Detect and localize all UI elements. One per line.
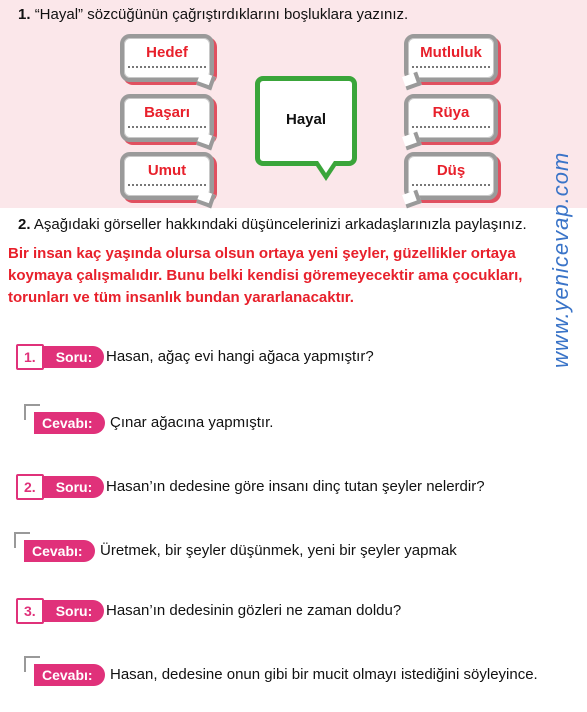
question-number-2: 2. bbox=[16, 474, 44, 500]
exercise1-number: 1. bbox=[18, 6, 31, 23]
cevap-label-2: Cevabı: bbox=[32, 543, 83, 559]
soru-label-2: Soru: bbox=[55, 479, 93, 495]
question-text-2: Hasan’ın dedesine göre insanı dinç tutan şeyler nelerdir? bbox=[106, 478, 485, 495]
exercise2-answer: Bir insan kaç yaşında olursa olsun ortaya yeni şeyler, güzellikler ortaya koymaya çalışmalıdır. Bunu belki kendisi göremeyecektir ama çocukları, torunları ve tüm insanlık bundan yararlanacaktır. bbox=[8, 245, 523, 306]
answer-text-3: Hasan, dedesine onun gibi bir mucit olmayı istediğini söyleyince. bbox=[110, 666, 538, 683]
soru-tag-3 bbox=[16, 600, 104, 622]
word-umut: Umut bbox=[147, 162, 187, 179]
center-word: Hayal bbox=[285, 111, 327, 128]
watermark: www.yenicevap.com bbox=[548, 151, 573, 368]
cevap-label-3: Cevabı: bbox=[42, 667, 93, 683]
soru-label-3: Soru: bbox=[55, 603, 93, 619]
word-bubble-right-3 bbox=[404, 152, 498, 200]
answer-text-1: Çınar ağacına yapmıştır. bbox=[110, 414, 274, 431]
word-ruya: Rüya bbox=[432, 104, 470, 121]
answer-text-2: Üretmek, bir şeyler düşünmek, yeni bir şeyler yapmak bbox=[100, 542, 457, 559]
word-basari: Başarı bbox=[144, 104, 190, 121]
exercise2-number: 2. bbox=[18, 216, 31, 233]
question-text-3: Hasan’ın dedesinin gözleri ne zaman doldu? bbox=[106, 602, 402, 619]
cevap-label-1: Cevabı: bbox=[42, 415, 93, 431]
question-number-3: 3. bbox=[16, 598, 44, 624]
cevap-tag-3 bbox=[34, 664, 105, 686]
exercise2-text: Aşağıdaki görseller hakkındaki düşüncelerinizi arkadaşlarınızla paylaşınız. bbox=[33, 216, 527, 233]
word-dus: Düş bbox=[436, 162, 466, 179]
soru-label-1: Soru: bbox=[55, 349, 93, 365]
cevap-tag-2 bbox=[24, 540, 95, 562]
center-bubble bbox=[255, 76, 357, 166]
word-hedef: Hedef bbox=[146, 44, 188, 61]
word-bubble-left-1 bbox=[120, 34, 214, 82]
word-bubble-left-2 bbox=[120, 94, 214, 142]
word-bubble-right-1 bbox=[404, 34, 498, 82]
word-bubble-left-3 bbox=[120, 152, 214, 200]
exercise2-title bbox=[18, 216, 527, 233]
word-mutluluk: Mutluluk bbox=[420, 44, 482, 61]
exercise1-text: “Hayal” sözcüğünün çağrıştırdıklarını boşluklara yazınız. bbox=[34, 6, 409, 23]
soru-tag-2 bbox=[16, 476, 104, 498]
cevap-tag-1 bbox=[34, 412, 105, 434]
exercise1-title bbox=[18, 6, 408, 23]
word-bubble-right-2 bbox=[404, 94, 498, 142]
question-text-1: Hasan, ağaç evi hangi ağaca yapmıştır? bbox=[106, 348, 374, 365]
soru-tag-1 bbox=[16, 346, 104, 368]
question-number-1: 1. bbox=[16, 344, 44, 370]
